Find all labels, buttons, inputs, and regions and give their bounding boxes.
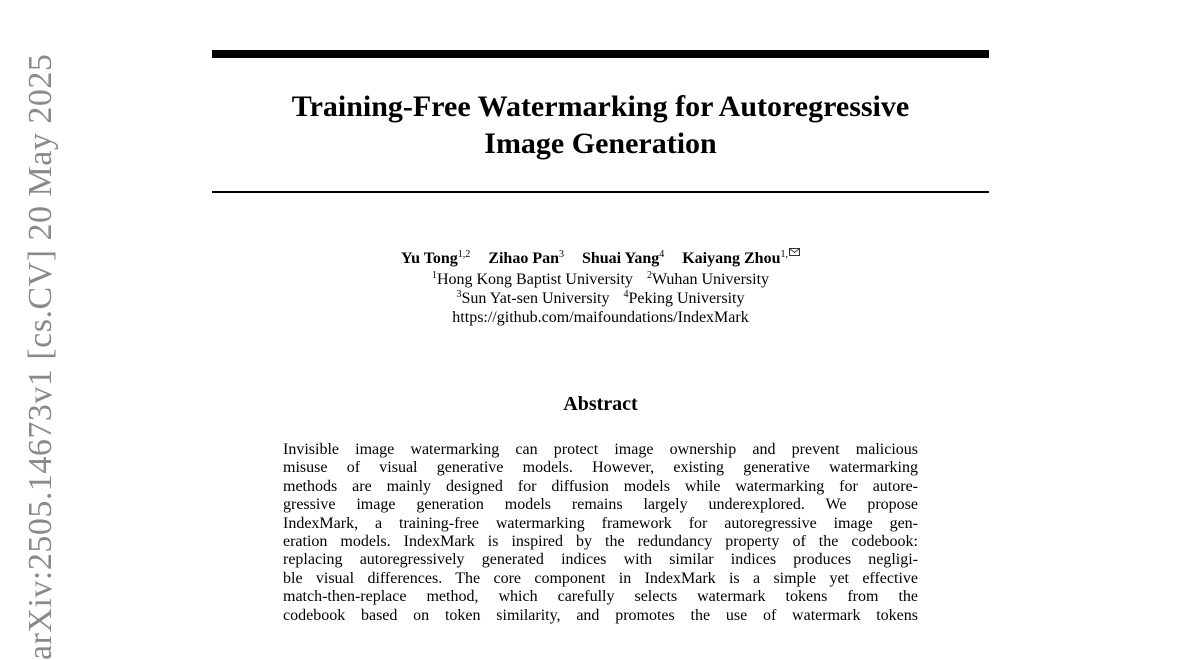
repository-url[interactable]: https://github.com/maifoundations/IndexMark <box>452 309 749 326</box>
abstract-line: eration models. IndexMark is inspired by the redundancy property of the codebook: <box>283 533 918 551</box>
author-names-line <box>212 248 989 270</box>
abstract-heading: Abstract <box>563 393 638 415</box>
abstract-body <box>283 441 918 625</box>
author-affiliation-marker: 1,2 <box>457 249 471 260</box>
author-affiliation-marker: 4 <box>659 249 665 260</box>
abstract-line: ble visual differences. The core component in IndexMark is a simple yet effective <box>283 569 918 587</box>
abstract-line: match-then-replace method, which carefully selects watermark tokens from the <box>283 588 918 606</box>
title-top-rule <box>212 50 989 58</box>
author-name: Yu Tong <box>401 250 458 267</box>
title-bottom-rule <box>212 191 989 193</box>
title-line-2: Image Generation <box>484 127 717 160</box>
author-name: Kaiyang Zhou <box>682 250 781 267</box>
corresponding-author-envelope-icon <box>789 248 800 256</box>
abstract-line: replacing autoregressively generated indices with similar indices produces negligi- <box>283 551 918 569</box>
affiliation-name: Peking University <box>628 290 745 307</box>
abstract-line: codebook based on token similarity, and promotes the use of watermark tokens <box>283 606 918 624</box>
abstract-line: gressive image generation models remains largely underexplored. We propose <box>283 496 918 514</box>
affiliation-number: 4 <box>623 289 629 300</box>
author-block <box>212 248 989 327</box>
author-name: Zihao Pan <box>488 250 559 267</box>
title-line-1: Training-Free Watermarking for Autoregressive <box>291 90 910 123</box>
abstract-line: methods are mainly designed for diffusion models while watermarking for autore- <box>283 477 918 495</box>
affiliation-number: 2 <box>646 270 652 281</box>
author-name: Shuai Yang <box>581 250 660 267</box>
affiliation-number: 1 <box>431 270 437 281</box>
affiliation-number: 3 <box>456 289 462 300</box>
affiliation-name: Sun Yat-sen University <box>461 290 610 307</box>
affiliation-name: Wuhan University <box>651 271 770 288</box>
affiliations-line-1 <box>212 270 989 289</box>
abstract-line: misuse of visual generative models. However, existing generative watermarking <box>283 459 918 477</box>
paper-title <box>212 88 989 162</box>
author-affiliation-marker: 3 <box>558 249 564 260</box>
abstract-line: Invisible image watermarking can protect image ownership and prevent malicious <box>283 441 918 458</box>
author-affiliation-marker: 1, <box>780 249 788 260</box>
arxiv-identifier-stamp: arXiv:2505.14673v1 [cs.CV] 20 May 2025 <box>22 53 59 660</box>
affiliations-line-2 <box>212 289 989 308</box>
affiliation-name: Hong Kong Baptist University <box>436 271 633 288</box>
abstract-line: IndexMark, a training-free watermarking framework for autoregressive image gen- <box>283 514 918 532</box>
